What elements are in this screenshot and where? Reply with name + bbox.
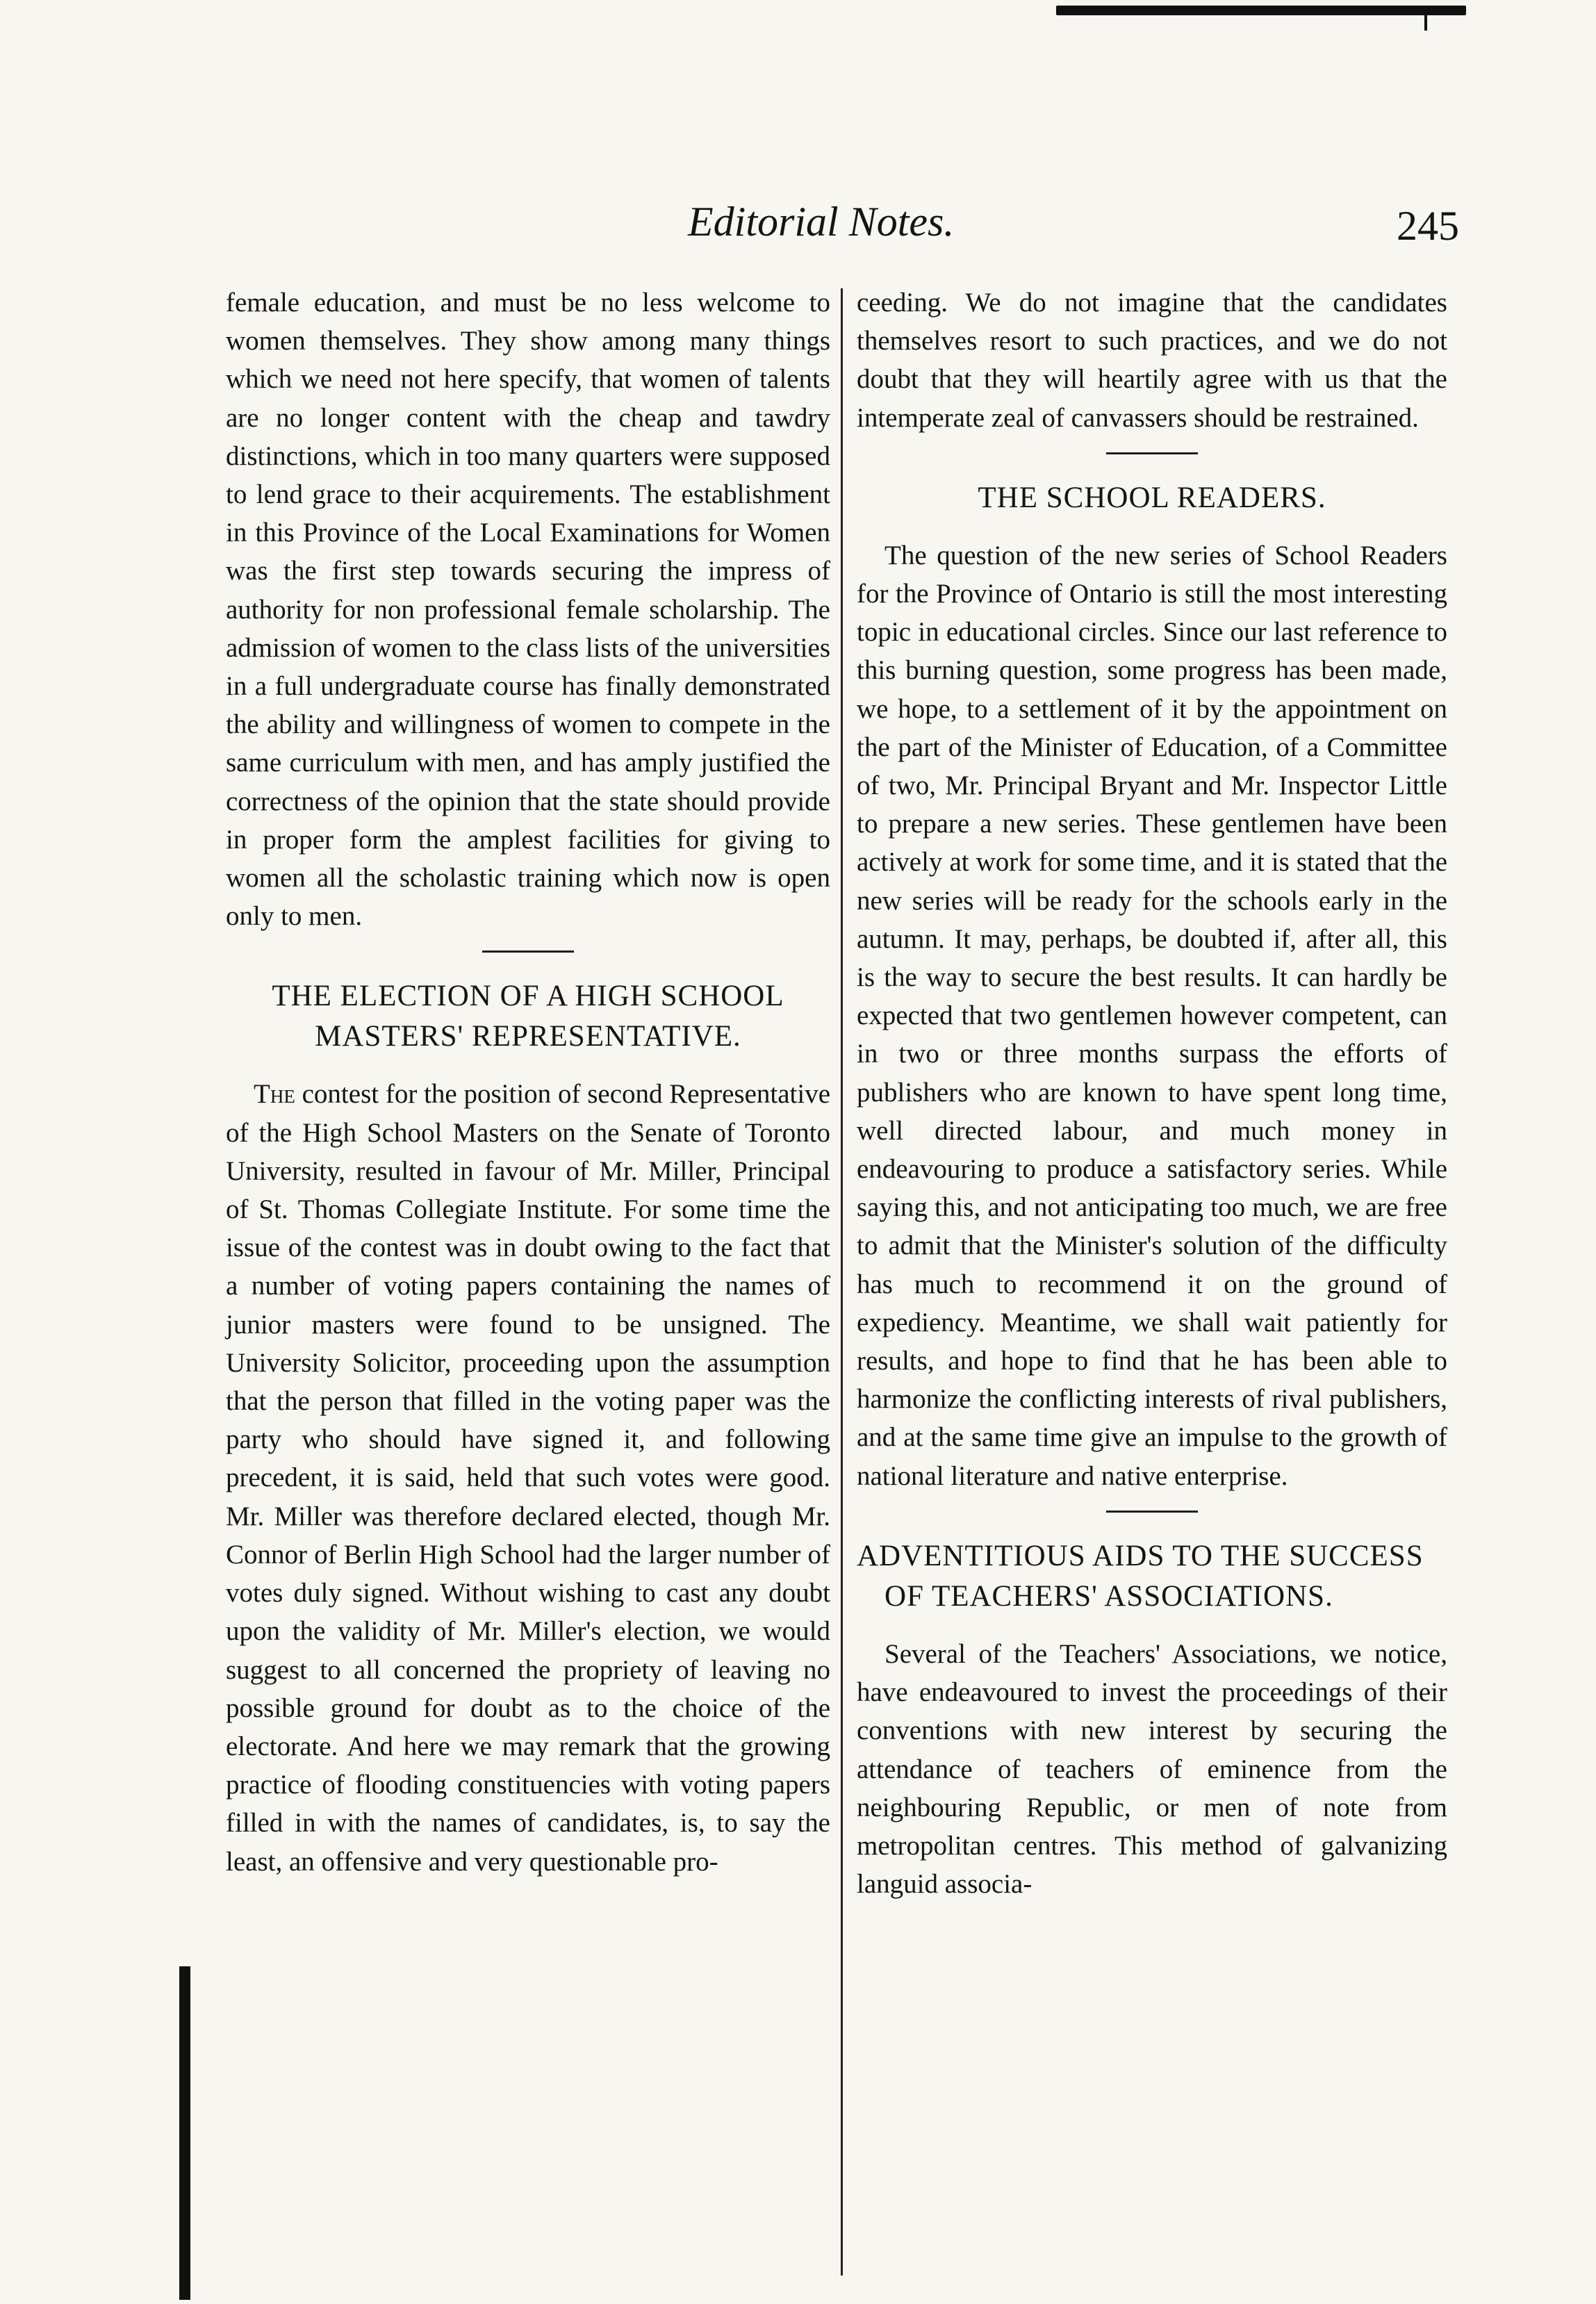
election-heading: THE ELECTION OF A HIGH SCHOOL MASTERS' REPRESENTATIVE. — [272, 980, 784, 1053]
column-divider — [841, 288, 843, 2276]
right-column — [857, 283, 1447, 1903]
election-body: contest for the position of second Representative of the High School Masters on the Senate of Toronto University, resulted in favour of Mr. Miller, Principal of St. Thomas Collegiate Institute. For some time the issue of the contest was in doubt owing to the fact that a number of voting papers containing the names of junior masters were found to be unsigned. The University Solicitor, proceeding upon the assumption that the person that filled in the voting paper was the party who should have signed it, and following precedent, it is said, held that such votes were good. Mr. Miller was therefore declared elected, though Mr. Connor of Berlin High School had the larger number of votes duly signed. Without wishing to cast any doubt upon the validity of Mr. Miller's election, we would suggest to all concerned the propriety of leaving no possible ground for doubt as to the choice of the electorate. And here we may remark that the growing practice of flooding constituencies with voting papers filled in with the names of candidates, is, to say the least, an offensive and very questionable pro- — [226, 1079, 831, 1877]
school-readers-heading: THE SCHOOL READERS. — [978, 481, 1326, 514]
canvassing-continuation: ceeding. We do not imagine that the candidates themselves resort to such practices, and we do not doubt that they will heartily agree with us that the intemperate zeal of canvassers should be restrained. — [857, 288, 1447, 433]
section-separator — [482, 951, 574, 953]
top-rule — [1056, 6, 1466, 15]
page-number: 245 — [1397, 203, 1459, 249]
election-lead-word: The — [254, 1079, 295, 1110]
adventitious-aids-paragraph: Several of the Teachers' Associations, we notice, have endeavoured to invest the proceedings of their conventions with new interest by securing the attendance of teachers of eminence from the neighbouring Republic, or men of note from metropolitan centres. This method of galvanizing languid associa- — [857, 1638, 1447, 1900]
school-readers-paragraph: The question of the new series of School Readers for the Province of Ontario is still the most interesting topic in educational circles. Since our last reference to this burning question, some progress has been made, we hope, to a settlement of it by the appointment on the part of the Minister of Education, of a Committee of two, Mr. Principal Bryant and Mr. Inspector Little to prepare a new series. These gentlemen have been actively at work for some time, and it is stated that the new series will be ready for the schools early in the autumn. It may, perhaps, be doubted if, after all, this is the way to secure the best results. It can hardly be expected that two gentlemen however competent, can in two or three months surpass the efforts of publishers who are known to have spent long time, well directed labour, and much money in endeavouring to produce a satisfactory series. While saying this, and not anticipating too much, we are free to admit that the Minister's solution of the difficulty has much to recommend it on the ground of expediency. Meantime, we shall wait patiently for results, and hope to find that he has been able to harmonize the conflicting interests of rival publishers, and at the same time give an impulse to the growth of national literature and native enterprise. — [857, 540, 1447, 1491]
adventitious-aids-heading: ADVENTITIOUS AIDS TO THE SUCCESS OF TEACHERS' ASSOCIATIONS. — [857, 1539, 1424, 1613]
female-education-continuation: female education, and must be no less welcome to women themselves. They show among many things which we need not here specify, that women of talents are no longer content with the cheap and tawdry distinctions, which in too many quarters were supposed to lend grace to their acquirements. The establishment in this Province of the Local Examinations for Women was the first step towards securing the impress of authority for non professional female scholarship. The admission of women to the class lists of the universities in a full undergraduate course has finally demonstrated the ability and willingness of women to compete in the same curriculum with men, and has amply justified the correctness of the opinion that the state should provide in proper form the amplest facilities for giving to women all the scholastic training which now is open only to men. — [226, 288, 830, 932]
election-paragraph — [226, 1075, 830, 1880]
top-rule-tick — [1424, 13, 1427, 31]
margin-mark — [179, 1966, 190, 2300]
section-separator — [1106, 452, 1198, 454]
page-header — [208, 198, 1459, 268]
left-column — [226, 283, 830, 1881]
running-title: Editorial Notes. — [688, 199, 955, 245]
section-separator — [1106, 1511, 1198, 1513]
